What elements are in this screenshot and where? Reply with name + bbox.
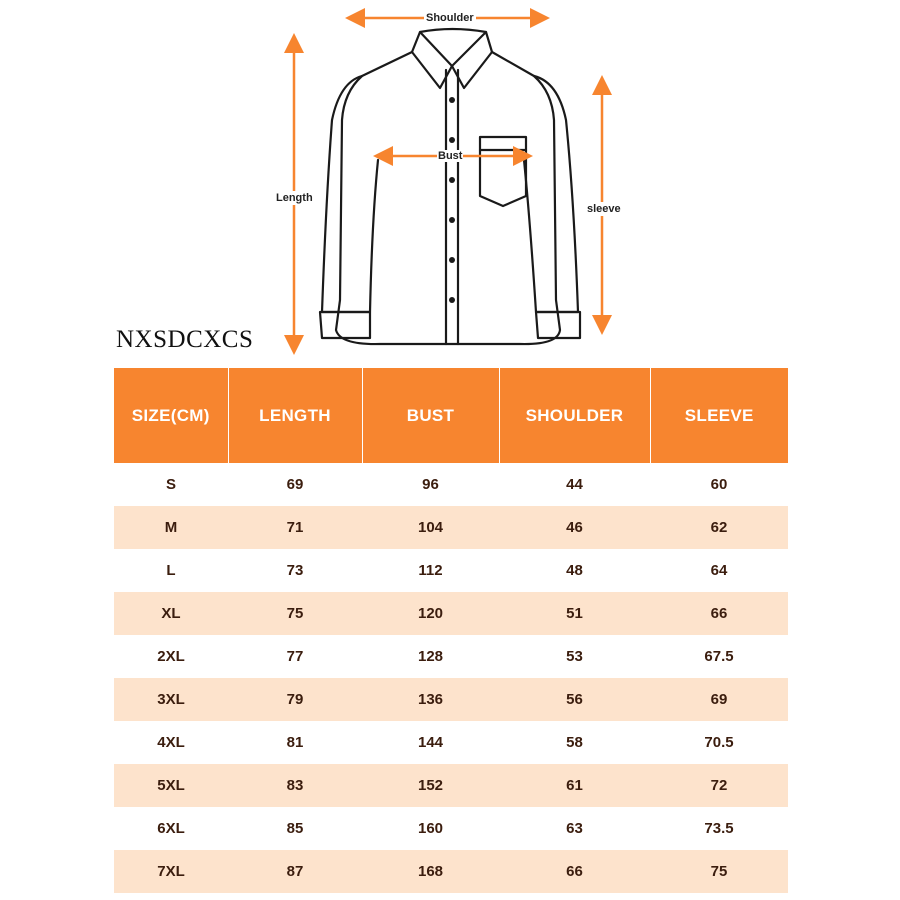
- shirt-illustration: [0, 0, 900, 360]
- cell-sleeve: 67.5: [704, 648, 734, 665]
- cell-length: 71: [228, 506, 362, 549]
- cell-size: 6XL: [157, 820, 185, 837]
- cell-size: M: [114, 506, 228, 549]
- cell-sleeve: 62: [650, 506, 788, 549]
- cell-length: 85: [286, 820, 304, 837]
- cell-bust: 160: [417, 820, 444, 837]
- size-chart-table: [114, 368, 788, 893]
- cell-size: XL: [114, 592, 228, 635]
- cell-size: S: [165, 476, 176, 493]
- cell-shoulder: 56: [499, 678, 650, 721]
- cell-shoulder: 46: [499, 506, 650, 549]
- header-size: SIZE(CM): [114, 368, 228, 463]
- table-header-row: [114, 368, 788, 463]
- header-sleeve: SLEEVE: [650, 368, 788, 463]
- cell-shoulder: 63: [566, 820, 583, 837]
- cell-sleeve: 60: [710, 476, 728, 493]
- sleeve-label: sleeve: [587, 203, 621, 215]
- table-row: [114, 506, 788, 549]
- cell-sleeve: 72: [650, 764, 788, 807]
- cell-length: 73: [286, 562, 304, 579]
- table-row: [114, 635, 788, 678]
- cell-shoulder: 61: [499, 764, 650, 807]
- cell-bust: 168: [362, 850, 499, 893]
- bust-label: Bust: [438, 150, 463, 162]
- cell-length: 79: [228, 678, 362, 721]
- cell-sleeve: 73.5: [704, 820, 734, 837]
- cell-sleeve: 70.5: [704, 734, 734, 751]
- header-shoulder: SHOULDER: [499, 368, 650, 463]
- cell-size: L: [166, 562, 176, 579]
- cell-shoulder: 51: [499, 592, 650, 635]
- brand-name: NXSDCXCS: [116, 326, 254, 353]
- cell-bust: 112: [418, 562, 443, 579]
- cell-bust: 152: [362, 764, 499, 807]
- cell-size: 2XL: [157, 648, 185, 665]
- cell-bust: 104: [362, 506, 499, 549]
- cell-size: 4XL: [157, 734, 185, 751]
- shoulder-label: Shoulder: [426, 12, 474, 24]
- cell-bust: 120: [362, 592, 499, 635]
- cell-size: 5XL: [114, 764, 228, 807]
- length-label: Length: [276, 192, 313, 204]
- cell-length: 77: [286, 648, 304, 665]
- cell-shoulder: 58: [566, 734, 583, 751]
- cell-length: 75: [228, 592, 362, 635]
- cell-size: 3XL: [114, 678, 228, 721]
- header-bust: BUST: [362, 368, 499, 463]
- cell-bust: 136: [362, 678, 499, 721]
- table-row: [114, 549, 788, 592]
- cell-shoulder: 44: [566, 476, 583, 493]
- table-row: [114, 721, 788, 764]
- cell-bust: 96: [422, 476, 439, 493]
- table-row: [114, 678, 788, 721]
- cell-length: 69: [286, 476, 304, 493]
- cell-sleeve: 75: [650, 850, 788, 893]
- cell-bust: 144: [417, 734, 444, 751]
- cell-length: 83: [228, 764, 362, 807]
- cell-shoulder: 53: [566, 648, 583, 665]
- table-row: [114, 463, 788, 506]
- table-row: [114, 850, 788, 893]
- cell-sleeve: 66: [650, 592, 788, 635]
- cell-bust: 128: [417, 648, 444, 665]
- shirt-diagram: [0, 0, 900, 360]
- cell-length: 87: [228, 850, 362, 893]
- cell-shoulder: 48: [566, 562, 583, 579]
- cell-sleeve: 64: [710, 562, 728, 579]
- table-row: [114, 807, 788, 850]
- cell-length: 81: [286, 734, 304, 751]
- cell-sleeve: 69: [650, 678, 788, 721]
- table-row: [114, 592, 788, 635]
- table-row: [114, 764, 788, 807]
- header-length: LENGTH: [228, 368, 362, 463]
- cell-shoulder: 66: [499, 850, 650, 893]
- cell-size: 7XL: [114, 850, 228, 893]
